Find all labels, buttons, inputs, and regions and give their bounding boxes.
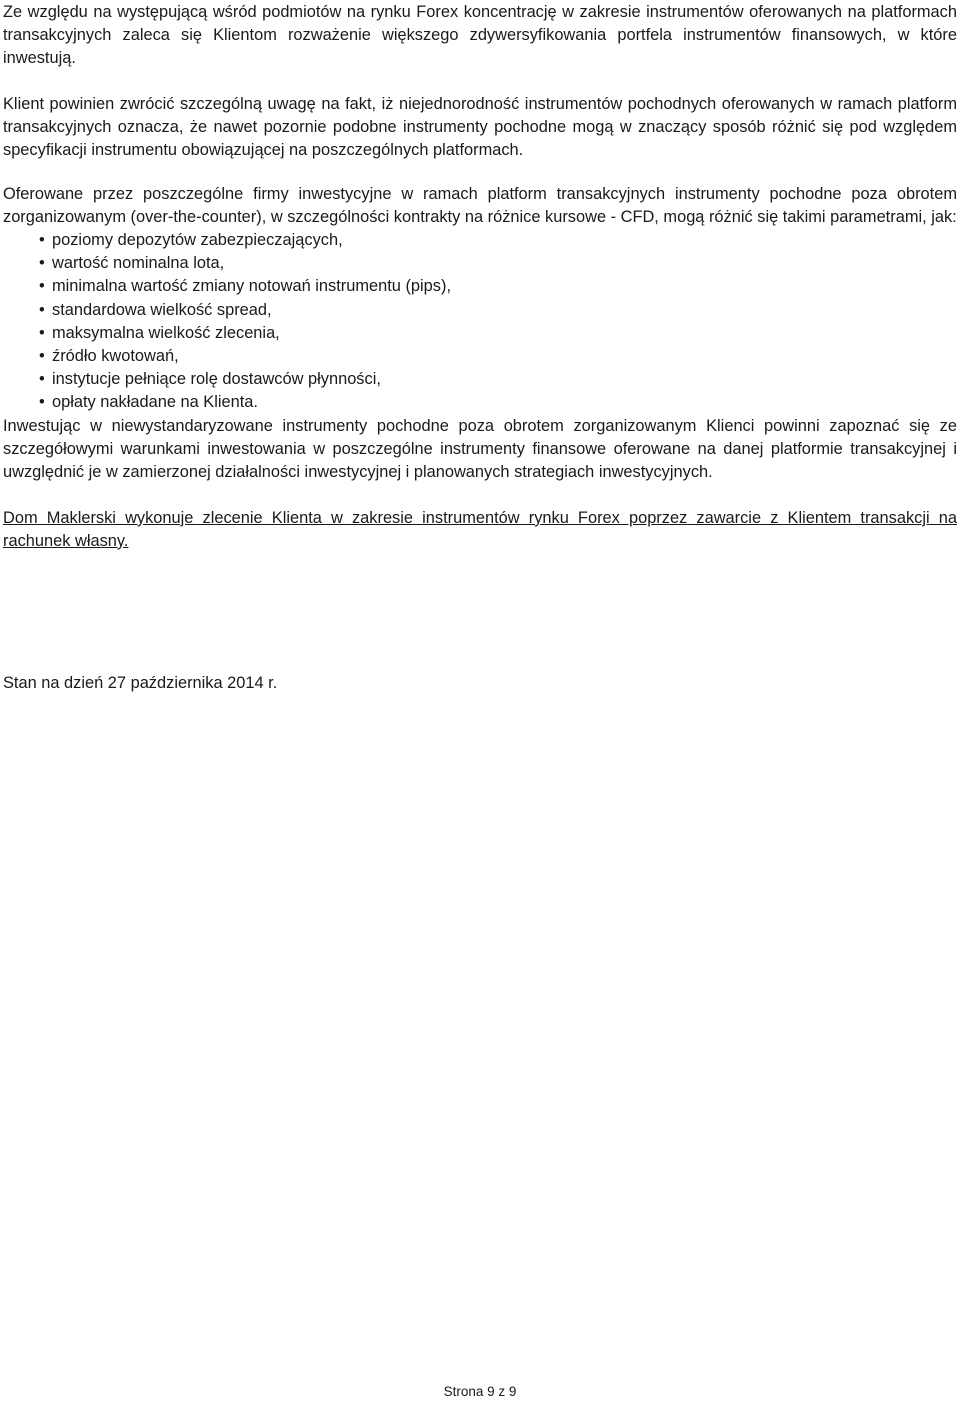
list-item: • opłaty nakładane na Klienta. — [52, 391, 957, 414]
paragraph-otc-parameters: Oferowane przez poszczególne firmy inwestycyjne w ramach platform transakcyjnych instrumenty pochodne poza obrotem zorganizowanym (over-the-counter), w szczególności kontrakty na różnice kursowe - CFD, mogą różnić się takimi parametrami, jak: — [3, 185, 957, 226]
bullet-icon: • — [39, 370, 45, 389]
list-item: • minimalna wartość zmiany notowań instrumentu (pips), — [52, 275, 957, 298]
bullet-icon: • — [39, 300, 45, 319]
bullet-icon: • — [39, 393, 45, 412]
paragraph-own-account: Dom Maklerski wykonuje zlecenie Klienta w zakresie instrumentów rynku Forex poprzez zawarcie z Klientem transakcji na rachunek własny. — [3, 508, 957, 550]
paragraph-diversification: Ze względu na występującą wśród podmiotów na rynku Forex koncentrację w zakresie instrumentów oferowanych na platformach transakcyjnych zaleca się Klientom rozważenie większego zdywersyfikowania portfela instrumentów finansowych, w które inwestują. — [3, 3, 957, 67]
bullet-icon: • — [39, 277, 45, 296]
list-item: • wartość nominalna lota, — [52, 252, 957, 275]
paragraph-heterogeneity: Klient powinien zwrócić szczególną uwagę na fakt, iż niejednorodność instrumentów pochodnych oferowanych w ramach platform transakcyjnych oznacza, że nawet pozornie podobne instrumenty pochodne mogą w znaczący sposób różnić się pod względem specyfikacji instrumentu obowiązującej na poszczególnych platformach. — [3, 95, 957, 159]
list-item: • standardowa wielkość spread, — [52, 299, 957, 322]
document-body — [3, 0, 957, 553]
parameters-list — [3, 229, 957, 415]
page-number: Strona 9 z 9 — [443, 1384, 517, 1399]
list-item: • maksymalna wielkość zlecenia, — [52, 322, 957, 345]
date-statement: Stan na dzień 27 października 2014 r. — [3, 674, 278, 692]
list-item: • źródło kwotowań, — [52, 345, 957, 368]
bullet-icon: • — [39, 231, 45, 249]
bullet-icon: • — [39, 254, 45, 273]
list-item: • poziomy depozytów zabezpieczających, — [52, 229, 957, 252]
list-item: • instytucje pełniące rolę dostawców płynności, — [52, 368, 957, 391]
bullet-icon: • — [39, 323, 45, 342]
paragraph-investing-conditions: Inwestując w niewystandaryzowane instrumenty pochodne poza obrotem zorganizowanym Klienci powinni zapoznać się ze szczegółowymi warunkami inwestowania w poszczególne instrumenty finansowe oferowane na danej platformie transakcyjnej i uwzględnić je w zamierzonej działalności inwestycyjnej i planowanych strategiach inwestycyjnych. — [3, 416, 957, 481]
bullet-icon: • — [39, 347, 45, 366]
